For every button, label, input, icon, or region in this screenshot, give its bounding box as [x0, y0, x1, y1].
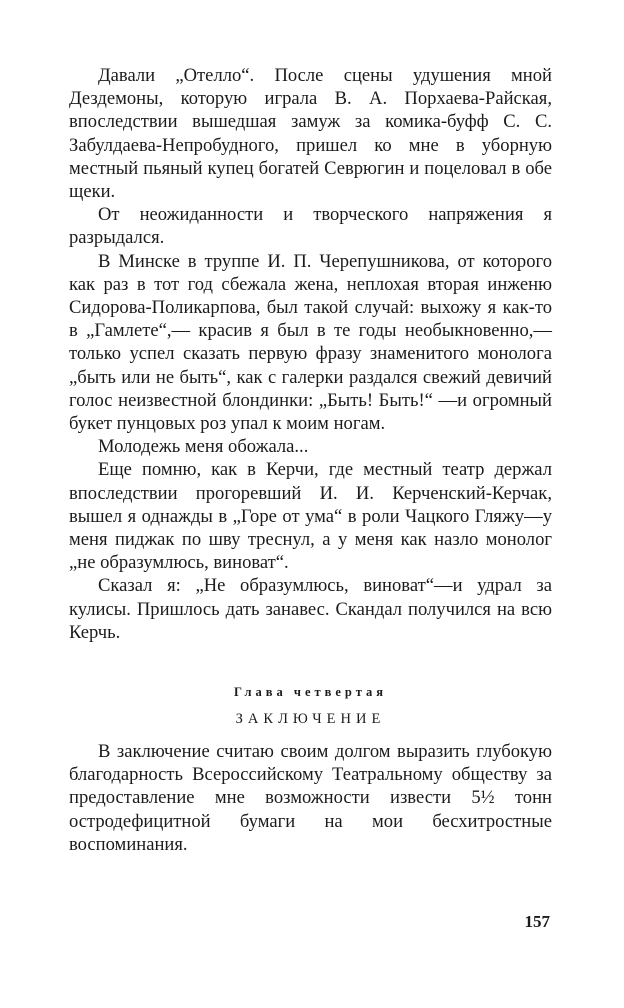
paragraph: В заключение считаю своим долгом выразить глубокую благодарность Всероссийскому Театральному обществу за предоставление мне возможности извести 5½ тонн остродефицитной бумаги на мои бесхитростные воспоминания. — [69, 741, 552, 855]
text-block-after — [69, 740, 552, 856]
page-number: 157 — [524, 912, 550, 931]
paragraph: Давали „Отелло“. После сцены удушения мной Дездемоны, которую играла В. А. Порхаева-Райская, впоследствии вышедшая замуж за комика-буфф С. С. Забулдаева-Непробудного, пришел ко мне в уборную местный пьяный купец богатей Севрюгин и поцеловал в обе щеки. — [69, 65, 552, 203]
chapter-title: ЗАКЛЮЧЕНИЕ — [235, 711, 386, 728]
paragraph: Сказал я: „Не образумлюсь, виноват“—и удрал за кулисы. Пришлось дать занавес. Скандал получился на всю Керчь. — [69, 575, 552, 643]
paragraph: Молодежь меня обожала... — [98, 436, 309, 458]
paragraph: Еще помню, как в Керчи, где местный театр держал впоследствии прогоревший И. И. Керченский-Керчак, вышел я однажды в „Горе от ума“ в роли Чацкого Гляжу—у меня пиджак по шву треснул, а у меня как назло монолог „не образумлюсь, виноват“. — [69, 459, 552, 574]
text-block-before — [69, 64, 552, 644]
paragraph: От неожиданности и творческого напряжения я разрыдался. — [69, 204, 552, 249]
paragraph: В Минске в труппе И. П. Черепушникова, от которого как раз в тот год сбежала жена, неплохая вторая инженю Сидорова-Поликарпова, был такой случай: выхожу я как-то в „Гамлете“,— красив я был в те годы необыкновенно,—только успел сказать первую фразу знаменитого монолога „быть или не быть“, как с галерки раздался свежий девичий голос неизвестной блондинки: „Быть! Быть!“ —и огромный букет пунцовых роз упал к моим ногам. — [69, 250, 552, 435]
chapter-label: Глава четвертая — [233, 685, 388, 700]
